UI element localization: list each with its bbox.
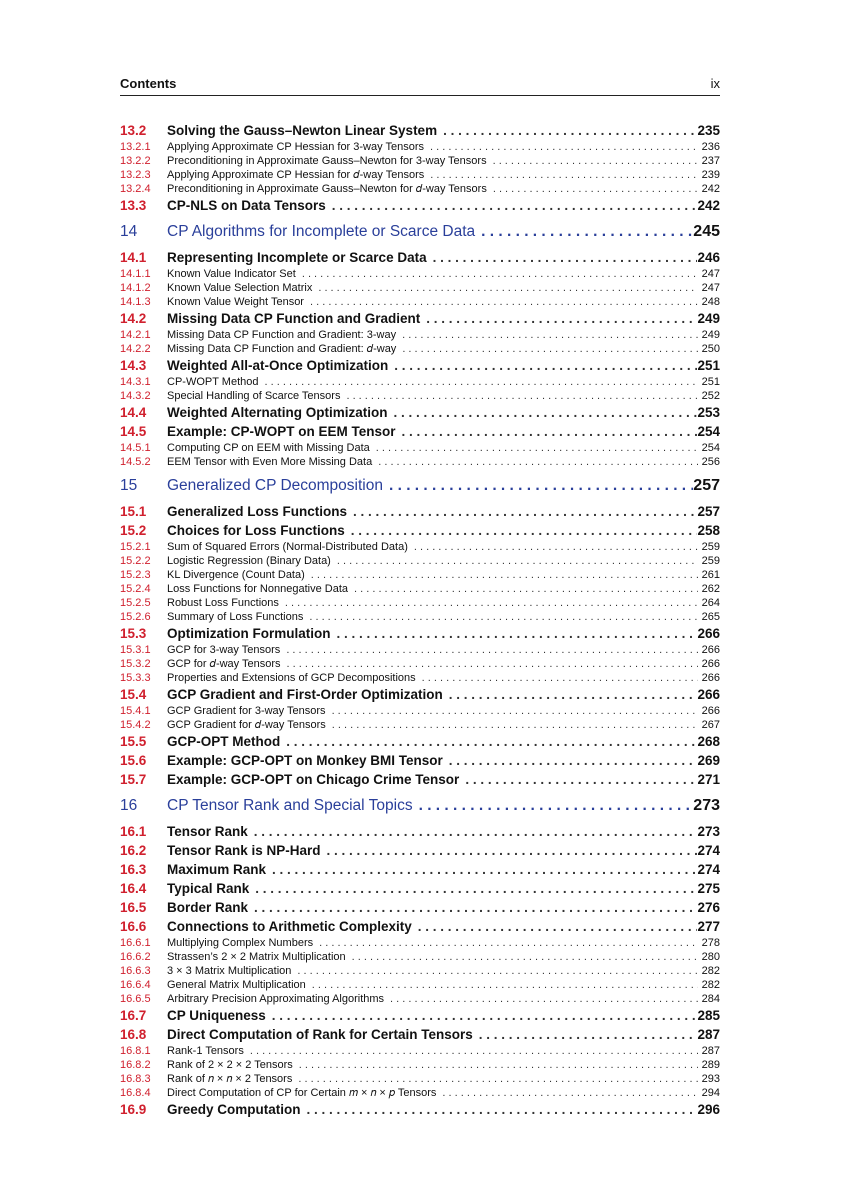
toc-entry-page: 249	[701, 329, 720, 341]
toc-entry-number: 15.3	[120, 626, 147, 641]
toc-subsection-entry[interactable]	[120, 441, 720, 455]
toc-entry-page: 237	[701, 155, 720, 167]
toc-subsection-entry[interactable]	[120, 168, 720, 182]
toc-entry-page: 251	[701, 376, 720, 388]
toc-entry-number: 14.5.1	[120, 442, 151, 454]
toc-subsection-entry[interactable]	[120, 568, 720, 582]
toc-entry-title: Example: GCP-OPT on Monkey BMI Tensor	[167, 753, 443, 768]
toc-entry-number: 16.8	[120, 1027, 147, 1042]
dot-leader	[437, 121, 697, 140]
toc-section-entry[interactable]	[120, 822, 720, 841]
toc-entry-title: Missing Data CP Function and Gradient	[167, 311, 421, 326]
toc-entry-page: 242	[697, 198, 720, 213]
dot-leader	[443, 685, 698, 704]
toc-chapter-entry[interactable]	[120, 221, 720, 243]
toc-entry-number: 15.2.6	[120, 611, 151, 623]
toc-entry-number: 15.2	[120, 523, 147, 538]
toc-entry-number: 14.1.2	[120, 282, 151, 294]
toc-entry-title: Tensor Rank	[167, 824, 248, 839]
dot-leader	[408, 540, 698, 554]
toc-entry-page: 277	[697, 919, 720, 934]
toc-entry-title: Missing Data CP Function and Gradient: 𝑑-way	[167, 343, 397, 355]
toc-subsection-entry[interactable]	[120, 1058, 720, 1072]
toc-entry-number: 16.6.5	[120, 993, 151, 1005]
toc-entry-number: 15.6	[120, 753, 147, 768]
dot-leader	[266, 1006, 698, 1025]
dot-leader	[304, 295, 698, 309]
toc-subsection-entry[interactable]	[120, 342, 720, 356]
toc-entry-title: Properties and Extensions of GCP Decompositions	[167, 672, 416, 684]
toc-entry-page: 254	[701, 442, 720, 454]
dot-leader	[396, 342, 698, 356]
toc-entry-page: 285	[697, 1008, 720, 1023]
toc-entry-title: Generalized CP Decomposition	[167, 477, 383, 494]
toc-entry-page: 245	[693, 223, 720, 240]
toc-entry-number: 16.2	[120, 843, 147, 858]
toc-entry-title: Special Handling of Scarce Tensors	[167, 390, 341, 402]
toc-entry-number: 15	[120, 477, 138, 494]
toc-entry-title: Border Rank	[167, 900, 249, 915]
dot-leader	[326, 718, 698, 732]
dot-leader	[244, 1044, 698, 1058]
toc-section-entry[interactable]	[120, 196, 720, 215]
toc-entry-title: Rank of 2 × 2 × 2 Tensors	[167, 1059, 293, 1071]
toc-entry-page: 284	[701, 993, 720, 1005]
toc-entry-number: 16.6.2	[120, 951, 151, 963]
toc-entry-page: 266	[701, 644, 720, 656]
dot-leader	[293, 1058, 698, 1072]
toc-subsection-entry[interactable]	[120, 182, 720, 196]
toc-section-entry[interactable]	[120, 898, 720, 917]
toc-entry-page: 269	[697, 753, 720, 768]
dot-leader	[443, 751, 698, 770]
toc-entry-number: 14.2.2	[120, 343, 151, 355]
toc-entry-number: 13.2.2	[120, 155, 151, 167]
dot-leader	[306, 978, 698, 992]
toc-subsection-entry[interactable]	[120, 295, 720, 309]
dot-leader	[388, 403, 698, 422]
dot-leader	[383, 475, 693, 497]
dot-leader	[475, 221, 693, 243]
toc-entry-page: 254	[697, 424, 720, 439]
toc-section-entry[interactable]	[120, 248, 720, 267]
toc-entry-title: Logistic Regression (Binary Data)	[167, 555, 331, 567]
toc-section-entry[interactable]	[120, 860, 720, 879]
dot-leader	[259, 375, 699, 389]
toc-entry-page: 273	[693, 797, 720, 814]
dot-leader	[473, 1025, 698, 1044]
dot-leader	[280, 643, 698, 657]
toc-entry-number: 15.3.2	[120, 658, 151, 670]
toc-subsection-entry[interactable]	[120, 554, 720, 568]
dot-leader	[340, 389, 698, 403]
toc-entry-title: Example: CP-WOPT on EEM Tensor	[167, 424, 396, 439]
toc-entry-number: 15.3.1	[120, 644, 151, 656]
toc-entry-page: 259	[701, 555, 720, 567]
toc-entry-title: Representing Incomplete or Scarce Data	[167, 250, 427, 265]
toc-entry-title: Loss Functions for Nonnegative Data	[167, 583, 348, 595]
toc-entry-page: 266	[701, 705, 720, 717]
toc-subsection-entry[interactable]	[120, 389, 720, 403]
toc-entry-number: 14.4	[120, 405, 147, 420]
toc-entry-title: Connections to Arithmetic Complexity	[167, 919, 412, 934]
toc-entry-number: 16.8.4	[120, 1087, 151, 1099]
toc-entry-page: 280	[701, 951, 720, 963]
toc-entry-number: 16	[120, 797, 138, 814]
toc-section-entry[interactable]	[120, 1006, 720, 1025]
dot-leader	[459, 770, 697, 789]
dot-leader	[281, 657, 698, 671]
toc-subsection-entry[interactable]	[120, 281, 720, 295]
dot-leader	[487, 182, 698, 196]
toc-entry-number: 14.1.3	[120, 296, 151, 308]
toc-entry-title: Choices for Loss Functions	[167, 523, 345, 538]
toc-section-entry[interactable]	[120, 422, 720, 441]
toc-entry-number: 14	[120, 223, 138, 240]
toc-entry-page: 287	[697, 1027, 720, 1042]
toc-entry-page: 266	[697, 626, 720, 641]
toc-entry-title: Greedy Computation	[167, 1102, 301, 1117]
toc-entry-page: 271	[697, 772, 720, 787]
toc-entry-title: Typical Rank	[167, 881, 250, 896]
toc-entry-page: 256	[701, 456, 720, 468]
toc-entry-number: 16.8.2	[120, 1059, 151, 1071]
dot-leader	[266, 860, 697, 879]
toc-entry-page: 246	[697, 250, 720, 265]
toc-section-entry[interactable]	[120, 841, 720, 860]
toc-subsection-entry[interactable]	[120, 596, 720, 610]
toc-entry-number: 13.3	[120, 198, 147, 213]
toc-entry-page: 248	[701, 296, 720, 308]
toc-entry-title: CP Tensor Rank and Special Topics	[167, 797, 413, 814]
dot-leader	[346, 950, 698, 964]
toc-entry-page: 296	[697, 1102, 720, 1117]
toc-entry-title: Robust Loss Functions	[167, 597, 279, 609]
toc-entry-page: 275	[697, 881, 720, 896]
dot-leader	[347, 502, 697, 521]
toc-entry-number: 16.4	[120, 881, 147, 896]
toc-entry-number: 15.2.5	[120, 597, 151, 609]
toc-section-entry[interactable]	[120, 879, 720, 898]
toc-entry-page: 247	[701, 282, 720, 294]
dot-leader	[487, 154, 698, 168]
toc-entry-title: Preconditioning in Approximate Gauss–Newton for 3-way Tensors	[167, 155, 487, 167]
toc-entry-number: 15.2.4	[120, 583, 151, 595]
dot-leader	[424, 168, 698, 182]
toc-section-entry[interactable]	[120, 1025, 720, 1044]
toc-subsection-entry[interactable]	[120, 643, 720, 657]
toc-entry-page: 268	[697, 734, 720, 749]
toc-subsection-entry[interactable]	[120, 950, 720, 964]
toc-chapter-entry[interactable]	[120, 795, 720, 817]
toc-entry-title: Tensor Rank is NP-Hard	[167, 843, 321, 858]
toc-section-entry[interactable]	[120, 751, 720, 770]
toc-entry-number: 14.5	[120, 424, 147, 439]
toc-entry-page: 261	[701, 569, 720, 581]
toc-subsection-entry[interactable]	[120, 1086, 720, 1100]
toc-entry-number: 13.2.1	[120, 141, 151, 153]
toc-entry-title: CP Algorithms for Incomplete or Scarce Data	[167, 223, 476, 240]
toc-entry-page: 294	[701, 1087, 720, 1099]
toc-section-entry[interactable]	[120, 917, 720, 936]
toc-section-entry[interactable]	[120, 521, 720, 540]
toc-entry-number: 16.3	[120, 862, 147, 877]
toc-section-entry[interactable]	[120, 403, 720, 422]
dot-leader	[313, 936, 698, 950]
dot-leader	[370, 441, 698, 455]
toc-entry-title: Applying Approximate CP Hessian for 3-way Tensors	[167, 141, 424, 153]
table-of-contents	[120, 118, 720, 1119]
toc-entry-number: 15.4.2	[120, 719, 151, 731]
toc-entry-title: Rank of 𝑛 × 𝑛 × 2 Tensors	[167, 1073, 293, 1085]
dot-leader	[296, 267, 698, 281]
toc-entry-number: 14.1	[120, 250, 147, 265]
toc-entry-title: Direct Computation of Rank for Certain Tensors	[167, 1027, 473, 1042]
toc-entry-number: 16.6.3	[120, 965, 151, 977]
dot-leader	[280, 732, 697, 751]
dot-leader	[372, 455, 698, 469]
toc-entry-number: 15.7	[120, 772, 147, 787]
toc-entry-number: 16.6.4	[120, 979, 151, 991]
toc-entry-number: 13.2	[120, 123, 147, 138]
dot-leader	[305, 568, 698, 582]
toc-subsection-entry[interactable]	[120, 992, 720, 1006]
dot-leader	[248, 822, 698, 841]
toc-entry-title: Example: GCP-OPT on Chicago Crime Tensor	[167, 772, 460, 787]
toc-entry-page: 249	[697, 311, 720, 326]
toc-entry-page: 247	[701, 268, 720, 280]
toc-chapter-entry[interactable]	[120, 475, 720, 497]
toc-subsection-entry[interactable]	[120, 267, 720, 281]
toc-entry-page: 267	[701, 719, 720, 731]
toc-subsection-entry[interactable]	[120, 140, 720, 154]
toc-entry-title: Known Value Weight Tensor	[167, 296, 304, 308]
toc-entry-page: 293	[701, 1073, 720, 1085]
toc-entry-title: Known Value Selection Matrix	[167, 282, 313, 294]
toc-entry-number: 13.2.4	[120, 183, 151, 195]
toc-subsection-entry[interactable]	[120, 936, 720, 950]
toc-section-entry[interactable]	[120, 770, 720, 789]
toc-entry-number: 16.8.1	[120, 1045, 151, 1057]
dot-leader	[292, 1072, 698, 1086]
toc-entry-number: 16.6	[120, 919, 147, 934]
toc-entry-title: Weighted All-at-Once Optimization	[167, 358, 389, 373]
toc-subsection-entry[interactable]	[120, 455, 720, 469]
toc-subsection-entry[interactable]	[120, 964, 720, 978]
toc-entry-number: 16.1	[120, 824, 147, 839]
dot-leader	[427, 248, 698, 267]
toc-entry-page: 274	[697, 843, 720, 858]
toc-entry-page: 252	[701, 390, 720, 402]
toc-subsection-entry[interactable]	[120, 328, 720, 342]
dot-leader	[331, 554, 698, 568]
toc-entry-page: 253	[697, 405, 720, 420]
dot-leader	[303, 610, 698, 624]
toc-subsection-entry[interactable]	[120, 540, 720, 554]
toc-entry-title: Known Value Indicator Set	[167, 268, 296, 280]
toc-entry-title: Computing CP on EEM with Missing Data	[167, 442, 370, 454]
toc-section-entry[interactable]	[120, 309, 720, 328]
dot-leader	[412, 917, 698, 936]
toc-entry-page: 289	[701, 1059, 720, 1071]
toc-entry-title: Missing Data CP Function and Gradient: 3-way	[167, 329, 397, 341]
toc-entry-page: 273	[697, 824, 720, 839]
dot-leader	[420, 309, 697, 328]
dot-leader	[321, 841, 698, 860]
toc-entry-title: GCP Gradient for 𝑑-way Tensors	[167, 719, 326, 731]
dot-leader	[291, 964, 698, 978]
dot-leader	[326, 704, 698, 718]
toc-entry-number: 14.3.2	[120, 390, 151, 402]
toc-entry-title: Generalized Loss Functions	[167, 504, 348, 519]
toc-entry-page: 250	[701, 343, 720, 355]
toc-entry-page: 235	[697, 123, 720, 138]
dot-leader	[436, 1086, 698, 1100]
toc-entry-page: 282	[701, 979, 720, 991]
toc-section-entry[interactable]	[120, 732, 720, 751]
toc-subsection-entry[interactable]	[120, 657, 720, 671]
toc-entry-page: 278	[701, 937, 720, 949]
toc-entry-number: 15.1	[120, 504, 147, 519]
toc-entry-title: Summary of Loss Functions	[167, 611, 304, 623]
toc-entry-page: 266	[701, 658, 720, 670]
toc-entry-title: Weighted Alternating Optimization	[167, 405, 388, 420]
toc-entry-page: 259	[701, 541, 720, 553]
toc-entry-title: Strassen’s 2 × 2 Matrix Multiplication	[167, 951, 346, 963]
toc-section-entry[interactable]	[120, 624, 720, 643]
dot-leader	[413, 795, 694, 817]
toc-entry-page: 257	[697, 504, 720, 519]
toc-entry-page: 265	[701, 611, 720, 623]
toc-entry-number: 16.8.3	[120, 1073, 151, 1085]
dot-leader	[388, 356, 697, 375]
toc-entry-title: EEM Tensor with Even More Missing Data	[167, 456, 373, 468]
toc-entry-title: GCP for 3-way Tensors	[167, 644, 281, 656]
toc-entry-title: Solving the Gauss–Newton Linear System	[167, 123, 438, 138]
running-header	[120, 75, 720, 96]
toc-entry-page: 251	[697, 358, 720, 373]
toc-subsection-entry[interactable]	[120, 671, 720, 685]
toc-entry-page: 276	[697, 900, 720, 915]
toc-entry-title: KL Divergence (Count Data)	[167, 569, 305, 581]
toc-entry-page: 239	[701, 169, 720, 181]
toc-entry-title: GCP-OPT Method	[167, 734, 281, 749]
toc-entry-page: 266	[701, 672, 720, 684]
toc-entry-title: Multiplying Complex Numbers	[167, 937, 314, 949]
toc-entry-title: CP-WOPT Method	[167, 376, 259, 388]
dot-leader	[301, 1100, 698, 1119]
toc-section-entry[interactable]	[120, 685, 720, 704]
toc-entry-page: 274	[697, 862, 720, 877]
toc-section-entry[interactable]	[120, 356, 720, 375]
toc-entry-title: Sum of Squared Errors (Normal-Distributed Data)	[167, 541, 408, 553]
toc-entry-title: CP-NLS on Data Tensors	[167, 198, 326, 213]
dot-leader	[345, 521, 698, 540]
toc-entry-number: 13.2.3	[120, 169, 151, 181]
toc-entry-title: GCP Gradient and First-Order Optimization	[167, 687, 443, 702]
dot-leader	[396, 422, 698, 441]
toc-entry-title: GCP Gradient for 3-way Tensors	[167, 705, 326, 717]
toc-entry-title: Maximum Rank	[167, 862, 267, 877]
toc-entry-page: 258	[697, 523, 720, 538]
toc-entry-number: 14.3	[120, 358, 147, 373]
running-header-title: Contents	[120, 76, 177, 91]
toc-entry-page: 287	[701, 1045, 720, 1057]
toc-entry-title: Optimization Formulation	[167, 626, 331, 641]
toc-entry-title: Rank-1 Tensors	[167, 1045, 244, 1057]
toc-entry-number: 14.2.1	[120, 329, 151, 341]
dot-leader	[396, 328, 698, 342]
toc-subsection-entry[interactable]	[120, 154, 720, 168]
toc-entry-title: General Matrix Multiplication	[167, 979, 306, 991]
toc-section-entry[interactable]	[120, 502, 720, 521]
toc-entry-number: 15.2.2	[120, 555, 151, 567]
toc-subsection-entry[interactable]	[120, 1044, 720, 1058]
toc-entry-title: Preconditioning in Approximate Gauss–Newton for 𝑑-way Tensors	[167, 183, 487, 195]
toc-entry-title: GCP for 𝑑-way Tensors	[167, 658, 281, 670]
running-header-page-number: ix	[710, 76, 720, 91]
toc-entry-number: 15.4	[120, 687, 147, 702]
toc-entry-number: 14.5.2	[120, 456, 151, 468]
toc-section-entry[interactable]	[120, 121, 720, 140]
dot-leader	[279, 596, 698, 610]
toc-entry-page: 242	[701, 183, 720, 195]
toc-section-entry[interactable]	[120, 1100, 720, 1119]
toc-entry-title: Applying Approximate CP Hessian for 𝑑-way Tensors	[167, 169, 425, 181]
dot-leader	[249, 879, 697, 898]
toc-entry-page: 282	[701, 965, 720, 977]
dot-leader	[331, 624, 698, 643]
toc-entry-number: 16.9	[120, 1102, 147, 1117]
toc-subsection-entry[interactable]	[120, 375, 720, 389]
toc-entry-number: 15.5	[120, 734, 147, 749]
toc-entry-number: 14.1.1	[120, 268, 151, 280]
dot-leader	[424, 140, 698, 154]
toc-subsection-entry[interactable]	[120, 582, 720, 596]
toc-entry-number: 14.3.1	[120, 376, 151, 388]
toc-entry-page: 264	[701, 597, 720, 609]
dot-leader	[248, 898, 697, 917]
toc-entry-page: 266	[697, 687, 720, 702]
toc-subsection-entry[interactable]	[120, 978, 720, 992]
toc-entry-title: CP Uniqueness	[167, 1008, 266, 1023]
toc-entry-number: 15.3.3	[120, 672, 151, 684]
toc-subsection-entry[interactable]	[120, 610, 720, 624]
toc-entry-number: 16.5	[120, 900, 147, 915]
toc-entry-number: 16.6.1	[120, 937, 151, 949]
toc-entry-title: Direct Computation of CP for Certain 𝑚 × 𝑛 × 𝑝 Tensors	[167, 1087, 437, 1099]
toc-entry-title: 3 × 3 Matrix Multiplication	[167, 965, 292, 977]
dot-leader	[326, 196, 698, 215]
toc-subsection-entry[interactable]	[120, 704, 720, 718]
toc-entry-number: 15.4.1	[120, 705, 151, 717]
toc-entry-page: 262	[701, 583, 720, 595]
dot-leader	[416, 671, 698, 685]
dot-leader	[312, 281, 698, 295]
toc-subsection-entry[interactable]	[120, 1072, 720, 1086]
toc-entry-number: 14.2	[120, 311, 147, 326]
toc-entry-number: 15.2.1	[120, 541, 151, 553]
toc-entry-number: 16.7	[120, 1008, 147, 1023]
dot-leader	[348, 582, 698, 596]
toc-entry-page: 257	[693, 477, 720, 494]
toc-entry-title: Arbitrary Precision Approximating Algorithms	[167, 993, 385, 1005]
toc-subsection-entry[interactable]	[120, 718, 720, 732]
dot-leader	[384, 992, 698, 1006]
toc-entry-number: 15.2.3	[120, 569, 151, 581]
toc-entry-page: 236	[701, 141, 720, 153]
